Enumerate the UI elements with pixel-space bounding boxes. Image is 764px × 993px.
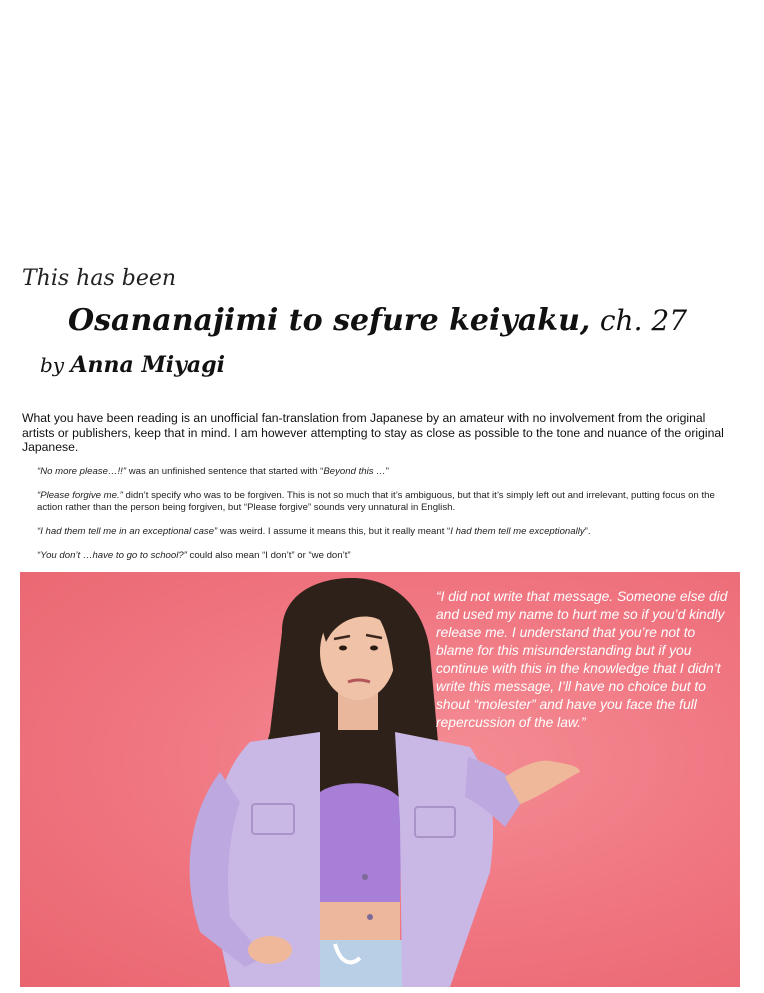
note-text: didn’t specify who was to be forgiven. This is not so much that it’s ambiguous, but that it’s simply left out and irrelevant, putting focus on the action rather than the person being forgiven, but “Please forgive” sounds very unnatural in English. [37, 490, 715, 513]
translation-note [37, 466, 727, 478]
note-quote-secondary: I had them tell me exceptionally [450, 526, 585, 537]
note-text-end: ” [385, 466, 389, 477]
author-name: Anna Miyagi [70, 352, 225, 378]
disclaimer-paragraph: What you have been reading is an unofficial fan-translation from Japanese by an amateur with no involvement from the original artists or publishers, keep that in mind. I am however attempting to stay as close as possible to the tone and nuance of the original Japanese. [22, 411, 724, 454]
translation-note [37, 490, 727, 514]
byline [40, 352, 225, 378]
note-quote: “Please forgive me.” [37, 490, 123, 501]
translation-note [37, 550, 727, 562]
intro-text: This has been [22, 266, 177, 291]
note-text: was weird. I assume it means this, but it really meant “ [217, 526, 451, 537]
note-quote: “No more please…!!” [37, 466, 127, 477]
speech-text: “I did not write that message. Someone else did and used my name to hurt me so if you’d kindly release me. I understand that you’re not to blame for this misunderstanding but if you continue with this in the knowledge that I didn’t write this message, I’ll have no choice but to shout “molester” and have you face the full repercussion of the law.” [436, 589, 728, 730]
note-quote-secondary: Beyond this … [323, 466, 386, 477]
note-text: was an unfinished sentence that started with “ [126, 466, 324, 477]
note-text: could also mean “I don’t” or “we don’t” [186, 550, 351, 561]
series-title-line [68, 303, 687, 338]
translation-note [37, 526, 727, 538]
note-text-end: ”. [584, 526, 591, 537]
note-quote: “I had them tell me in an exceptional case” [37, 526, 218, 537]
series-title: Osananajimi to sefure keiyaku, [68, 303, 591, 338]
note-quote: “You don’t …have to go to school?” [37, 550, 187, 561]
photo-panel [20, 572, 740, 987]
by-label: by [40, 353, 65, 377]
chapter-number: ch. 27 [599, 304, 688, 337]
